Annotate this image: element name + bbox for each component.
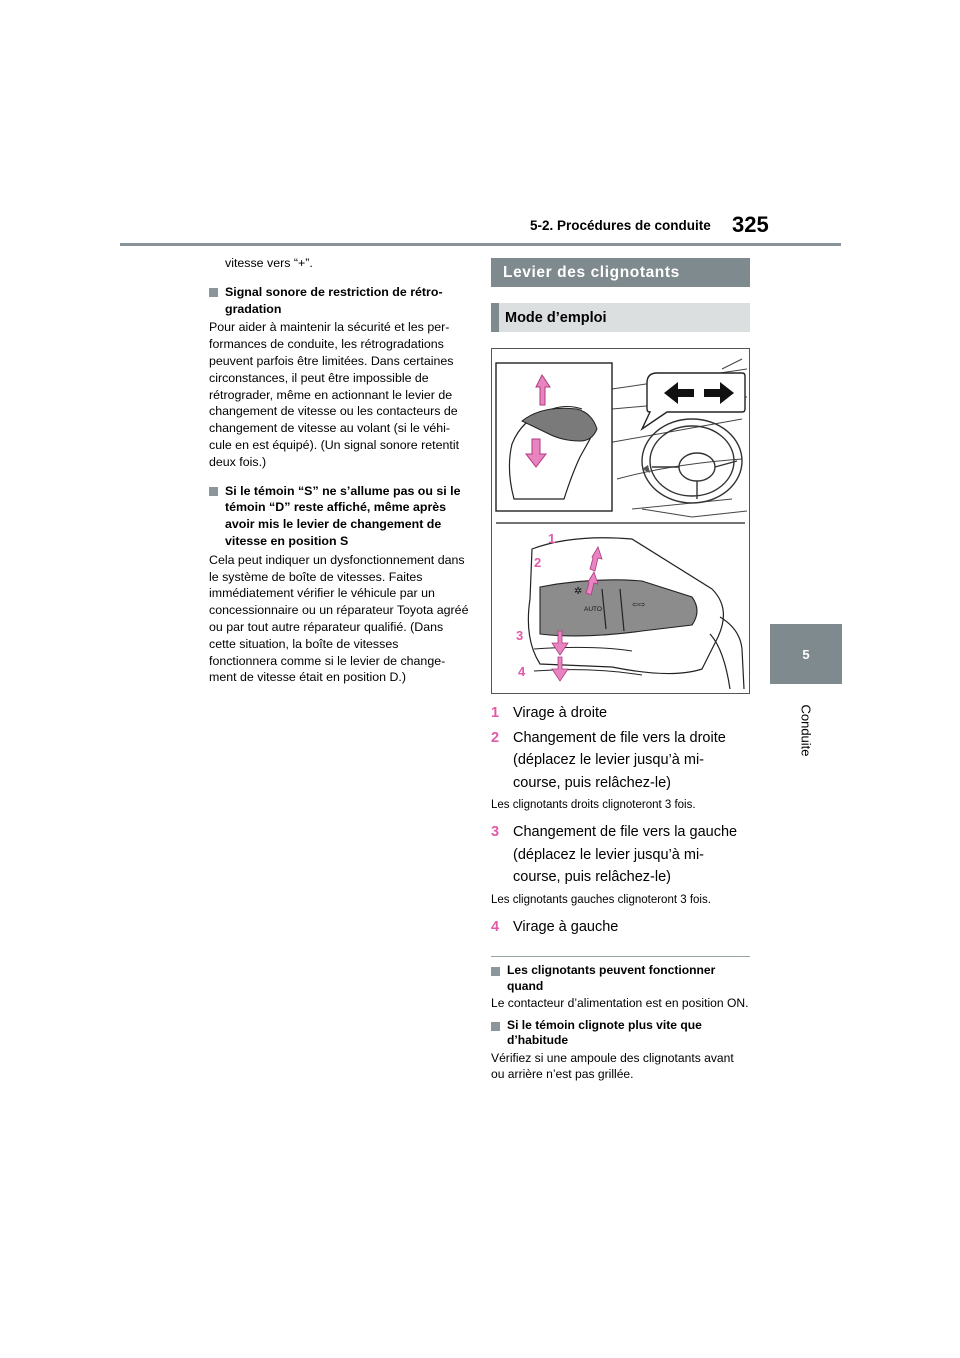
step-item	[491, 821, 750, 889]
step-number: 3	[491, 824, 500, 840]
note-body-indicator: Cela peut indiquer un dysfonctionnement dans le système de boîte de vitesses. Faites immédiatement vérifier le véhicule par un concessionnaire ou un réparateur Toyota agréé ou par tout autre réparateur qualifié. (Dans cette situation, la boîte de vitesses fonctionnera comme si le levier de change-ment de vitesse était en position D.)	[209, 552, 469, 685]
callout-1: 1	[548, 531, 556, 546]
step-text: Changement de file vers la gauche (déplacez le levier jusqu’à mi-course, puis relâchez-le)	[513, 824, 738, 885]
note-heading-text: Les clignotants peuvent fonctionner quand	[507, 963, 716, 993]
subsection-title-bar	[491, 303, 750, 332]
note-heading-text: Si le témoin clignote plus vite que d’habitude	[507, 1017, 702, 1048]
step-number: 4	[491, 918, 500, 935]
note-heading	[491, 1018, 750, 1049]
callout-bubble	[642, 373, 745, 429]
svg-text:⇦⇨: ⇦⇨	[632, 600, 646, 609]
step-item	[491, 916, 750, 939]
note-heading-text: Signal sonore de restriction de rétro-gradation	[225, 284, 443, 316]
lever-detail	[516, 531, 744, 689]
steering-wheel	[642, 419, 742, 503]
step-item	[491, 702, 750, 725]
subsection-title: Mode d’emploi	[505, 309, 607, 326]
chapter-number: 5	[802, 646, 810, 662]
note-body-downshift: Pour aider à maintenir la sécurité et les per-formances de conduite, les rétrogradations peuvent parfois être limitées. Dans certaines circonstances, il peut être impossible de rétrograder, même en actionnant le levier de changement de vitesse ou les contacteurs de changement de vitesse au volant (si le véhi-cule en est équipé). (Un signal sonore retentit deux fois.)	[209, 320, 460, 469]
right-column	[491, 258, 750, 1082]
page-number: 325	[732, 212, 769, 237]
step-item	[491, 727, 750, 795]
left-column	[209, 255, 469, 686]
chapter-tab[interactable]	[770, 624, 842, 684]
auto-label: AUTO	[584, 606, 602, 613]
square-bullet-icon	[491, 967, 500, 976]
turn-signal-figure	[491, 348, 750, 694]
step-number: 1	[491, 705, 500, 721]
svg-text:✲: ✲	[574, 586, 583, 597]
note-body: Le contacteur d’alimentation est en position ON.	[491, 996, 749, 1011]
note-body: Vérifiez si une ampoule des clignotants avant ou arrière n’est pas grillée.	[491, 1050, 734, 1081]
notes-section	[491, 963, 750, 1082]
hand-inset	[496, 363, 612, 511]
square-bullet-icon	[491, 1022, 500, 1031]
square-bullet-icon	[209, 288, 218, 297]
turn-signal-illustration	[492, 349, 749, 693]
step-text: Virage à gauche	[513, 918, 619, 935]
section-title: Levier des clignotants	[503, 263, 680, 281]
note-heading-text: Si le témoin “S” ne s’allume pas ou si le témoin “D” reste affiché, même après avoir mis le levier de changement de vitesse en position S	[225, 483, 461, 548]
callout-3: 3	[516, 628, 524, 643]
chapter-label: Conduite	[798, 703, 814, 757]
note-heading-indicator	[209, 483, 469, 550]
callout-2: 2	[534, 555, 542, 570]
square-bullet-icon	[209, 487, 218, 496]
header-rule	[120, 243, 841, 246]
note-heading	[491, 963, 750, 994]
section-title-bar	[491, 258, 750, 287]
step-text: Changement de file vers la droite (déplacez le levier jusqu’à mi-course, puis relâchez-le)	[513, 729, 726, 791]
step-note: Les clignotants gauches clignoteront 3 fois.	[491, 893, 711, 906]
step-note: Les clignotants droits clignoteront 3 fois.	[491, 799, 696, 811]
step-number: 2	[491, 729, 500, 746]
steps-list	[491, 702, 750, 938]
notes-divider	[491, 956, 750, 957]
chapter-label-container	[786, 690, 826, 770]
continuation-text: vitesse vers “+”.	[225, 256, 313, 270]
callout-4: 4	[518, 664, 526, 679]
note-heading-downshift	[209, 284, 469, 318]
header-section-title: 5-2. Procédures de conduite	[530, 218, 711, 233]
step-text: Virage à droite	[513, 705, 608, 721]
